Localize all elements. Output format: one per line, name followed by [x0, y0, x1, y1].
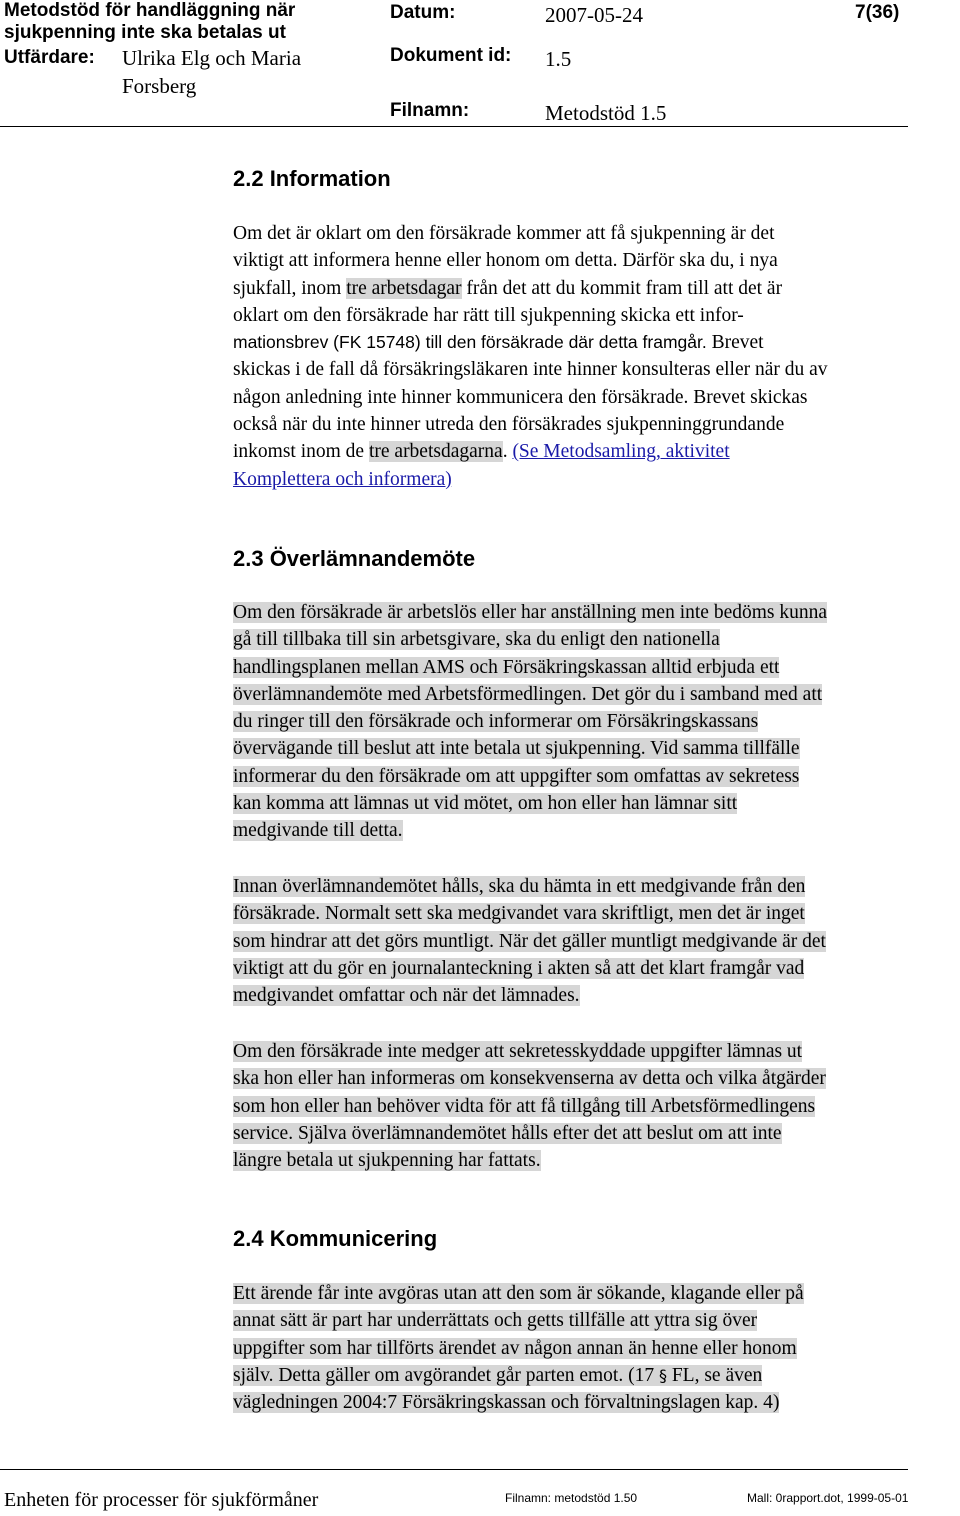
text-line: skickas i de fall då försäkringsläkaren inte hinner konsulteras eller när du av [233, 359, 828, 381]
footer-template: Mall: 0rapport.dot, 1999-05-01 [747, 1491, 909, 1505]
highlighted-text: viktigt att du gör en journalanteckning i akten så att det klart framgår vad [233, 957, 805, 979]
text-line: Brevet [711, 332, 764, 354]
document-title-line-2: sjukpenning inte ska betalas ut [4, 22, 286, 43]
text-line: någon anledning inte hinner kommunicera den försäkrade. [233, 386, 694, 408]
text-line: sjukfall, inom [233, 277, 347, 299]
text-line: viktigt att informera henne eller honom om detta. [233, 250, 623, 272]
footer-divider [0, 1469, 908, 1470]
paragraph-kommunicering [233, 1280, 960, 1416]
document-id-value: 1.5 [545, 47, 572, 71]
author-label: Utfärdare: [4, 47, 95, 68]
highlighted-text: Innan överlämnandemötet hålls, ska du hämta in ett medgivande från den [233, 876, 806, 897]
section-heading-kommunicering: 2.4 Kommunicering [233, 1226, 438, 1251]
highlighted-text: Ett ärende får inte avgöras utan att den som är sökande, klagande eller på [233, 1283, 804, 1304]
highlighted-text: övervägande till beslut att inte betala ut sjukpenning. Vid samma tillfälle [233, 738, 800, 760]
highlighted-text: själv. Detta gäller om avgörandet går parten emot. (17 [233, 1364, 659, 1386]
highlighted-text: medgivande till detta. [233, 820, 403, 842]
highlighted-text: medgivandet omfattar och när det lämnades. [233, 985, 580, 1007]
highlighted-text: vägledningen 2004:7 Försäkringskassan och förvaltningslagen kap. 4 [233, 1392, 773, 1414]
filename-label: Filnamn: [390, 100, 470, 121]
author-value-line-2: Forsberg [122, 74, 197, 98]
highlighted-text: du ringer till den försäkrade och informerar om Försäkringskassans [233, 711, 759, 733]
section-sign: § [658, 1365, 667, 1385]
highlighted-text: Om den försäkrade är arbetslös eller har anställning men inte bedöms kunna [233, 602, 828, 623]
highlighted-text: handlingsplanen mellan AMS och Försäkringskassan alltid erbjuda ett [233, 656, 780, 678]
paragraph-overlamnandemote-2 [233, 873, 960, 1009]
highlighted-text: FL, se även [666, 1364, 763, 1386]
highlighted-text: uppgifter som har tillförts ärendet av någon annan än henne eller honom [233, 1337, 797, 1359]
page-number: 7(36) [855, 2, 900, 23]
author-value-line-1: Ulrika Elg och Maria [122, 46, 302, 70]
paragraph-overlamnandemote-1 [233, 599, 960, 845]
date-value: 2007-05-24 [545, 3, 643, 27]
text-line: . [502, 441, 513, 463]
text-line: Brevet skickas [693, 386, 808, 408]
highlighted-text: kan komma att lämnas ut vid mötet, om hon eller han lämnar sitt [233, 793, 738, 815]
highlighted-text: ) [772, 1392, 780, 1414]
section-heading-overlamnandemote: 2.3 Överlämnandemöte [233, 546, 476, 571]
highlighted-text: överlämnandemöte med Arbetsförmedlingen. Det gör du i samband med att [233, 683, 823, 705]
paragraph-overlamnandemote-3 [233, 1038, 960, 1174]
highlighted-text: tre arbetsdagar [346, 277, 462, 299]
section-heading-information: 2.2 Information [233, 166, 391, 191]
document-title-line-1: Metodstöd för handläggning när [4, 0, 296, 21]
footer-filename: Filnamn: metodstöd 1.50 [505, 1491, 638, 1505]
highlighted-text: försäkrade. Normalt sett ska medgivandet vara skriftligt, men det är inget [233, 903, 805, 925]
methodology-link[interactable]: (Se Metodsamling, aktivitet [512, 441, 730, 463]
highlighted-text: tre arbetsdagarna [368, 441, 503, 463]
highlighted-text: som hon eller han behöver vidta för att få tillgång till Arbetsförmedlingens [233, 1095, 816, 1117]
text-line: från det att du kommit fram till att det är [461, 277, 783, 299]
highlighted-text: som hindrar att det görs muntligt. När det gäller muntligt medgivande är det [233, 930, 826, 952]
filename-value: Metodstöd 1.5 [545, 101, 667, 125]
paragraph-information [233, 220, 960, 493]
document-id-label: Dokument id: [390, 45, 512, 66]
highlighted-text: annat sätt är part har underrättats och getts tillfälle att yttra sig över [233, 1310, 758, 1332]
highlighted-text: gå till tillbaka till sin arbetsgivare, ska du enligt den nationella [233, 629, 720, 651]
text-line: mationsbrev (FK 15748) till den försäkrade där detta framgår. [233, 332, 712, 353]
highlighted-text: längre betala ut sjukpenning har fattats. [233, 1150, 541, 1172]
footer-unit: Enheten för processer för sjukförmåner [4, 1489, 319, 1511]
text-line: inkomst inom de [233, 441, 369, 463]
highlighted-text: service. Själva överlämnandemötet hålls efter det att beslut om att inte [233, 1122, 782, 1144]
text-line: oklart om den försäkrade har rätt till sjukpenning skicka ett infor- [233, 304, 744, 326]
header-divider [0, 126, 908, 127]
date-label: Datum: [390, 2, 456, 23]
highlighted-text: ska hon eller han informeras om konsekvenserna av detta och vilka åtgärder [233, 1068, 826, 1090]
text-line: Om det är oklart om den försäkrade kommer att få sjukpenning är det [233, 223, 775, 244]
highlighted-text: informerar du den försäkrade om att uppgifter som omfattas av sekretess [233, 765, 800, 787]
text-line: också när du inte hinner utreda den försäkrades sjukpenninggrundande [233, 414, 785, 436]
text-line: Därför ska du, i nya [622, 250, 778, 272]
highlighted-text: Om den försäkrade inte medger att sekretesskyddade uppgifter lämnas ut [233, 1041, 803, 1062]
methodology-link[interactable]: Komplettera och informera) [233, 468, 452, 490]
